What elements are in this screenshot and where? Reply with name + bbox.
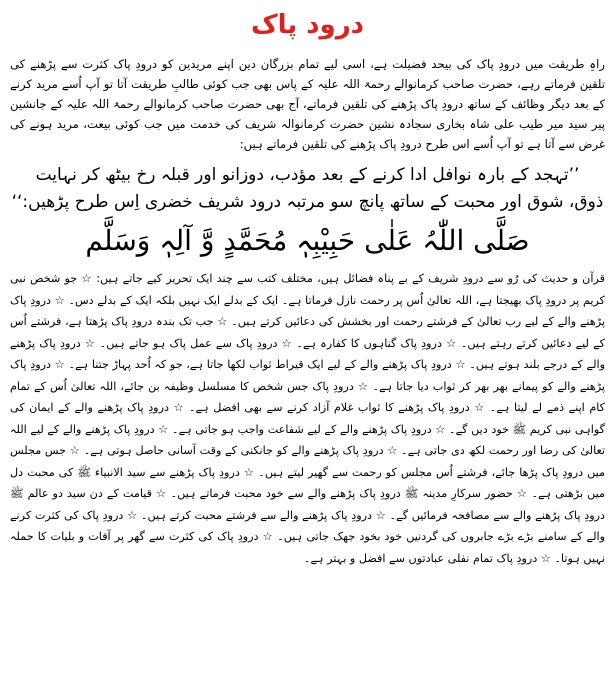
quote-line-1: ’’تہجد کے بارہ نوافل ادا کرنے کے بعد مؤدب، دوزانو اور قبلہ رخ بیٹھ کر نہایت <box>35 165 580 185</box>
instruction-quote <box>10 162 605 216</box>
virtues-paragraph: قرآن و حدیث کی رُو سے درودِ شریف کے بے پناہ فضائل ہیں، مختلف کتب سے چند ایک تحریر کیے جاتے ہیں: ☆ جو شخص نبی کریم پر درودِ پاک بھیجتا ہے، اللہ تعالیٰ اُس پر رحمت نازل فرماتا ہے۔ ایک کے بدلے ایک نہیں بلکہ ایک کے بدلے دس۔ ☆ درودِ پاک پڑھنے والے کے لیے رب تعالیٰ کے فرشتے رحمت اور بخشش کی دعائیں کرتے ہیں۔ ☆ جب تک بندہ درودِ پاک پڑھتا ہے، فرشتے اُس کے لیے دعائیں کرتے رہتے ہیں۔ ☆ درودِ پاک گناہوں کا کفارہ ہے۔ ☆ درودِ پاک سے عمل پاک ہو جاتے ہیں۔ ☆ درودِ پاک پڑھنے والے کے درجے بلند ہوتے ہیں۔ ☆ درودِ پاک پڑھنے والے کے لیے ایک قیراط ثواب لکھا جاتا ہے، جو کہ اُحد پہاڑ جتنا ہے۔ ☆ درودِ پاک پڑھنے والے کو پیمانے بھر بھر کر ثواب دیا جاتا ہے۔ ☆ درودِ پاک جس شخص کا مسلسل وظیفہ بن جائے، اللہ تعالیٰ اُس کے تمام کام اپنے ذمے لے لیتا ہے۔ ☆ درودِ پاک پڑھنے کا ثواب غلام آزاد کرنے سے بھی افضل ہے۔ ☆ درودِ پاک پڑھنے والے کے ایمان کی گواہی نبی کریم ﷺ خود دیں گے۔ ☆ درودِ پاک پڑھنے والے کے لیے شفاعت واجب ہو جاتی ہے۔ ☆ درودِ پاک پڑھنے والے کے لیے اللہ تعالیٰ کی رضا اور رحمت لکھ دی جاتی ہے۔ ☆ درودِ پاک پڑھنے والے کو جانکنی کے وقت آسانی حاصل ہوتی ہے۔ ☆ جس مجلس میں درودِ پاک پڑھا جائے، فرشتے اُس مجلس کو رحمت سے گھیر لیتے ہیں۔ ☆ درودِ پاک پڑھنے سے سید الانبیاء ﷺ کی محبت دل میں بڑھتی ہے۔ ☆ حضور سرکارِ مدینہ ﷺ درودِ پاک پڑھنے والے سے خود محبت فرماتے ہیں۔ ☆ قیامت کے دن سید دو عالم ﷺ درودِ پاک پڑھنے والے سے مصافحہ فرمائیں گے۔ ☆ درودِ پاک پڑھنے والے سے فرشتے محبت کرتے ہیں۔ ☆ درودِ پاک کی کثرت کرنے والے کے سامنے بڑے بڑے جابروں کی گردنیں خود بخود جھک جاتی ہیں۔ ☆ درودِ پاک کی کثرت سے گھر پر آفات و بلیات کا حملہ نہیں ہوتا۔ ☆ درودِ پاک تمام نفلی عبادتوں سے افضل و بہتر ہے۔ <box>10 272 605 565</box>
intro-paragraph: راہِ طریقت میں درودِ پاک کی بیحد فضیلت ہے، اسی لیے تمام بزرگان دین اپنے مریدین کو درودِ پاک کثرت سے پڑھنے کی تلقین فرماتے رہے، حضرت صاحب کرمانوالے رحمۃ اللہ علیہ کے پاس بھی جب کوئی طالبِ طریقت آتا تو آپ اُسے مرید کرنے کے بعد دیگر وظائف کے ساتھ درودِ پاک پڑھنے کی تلقین فرماتے، آج بھی حضرت صاحب کرمانوالے رحمۃ اللہ علیہ کے جانشین پیر سید میر طیب علی شاہ بخاری سجادہ نشین حضرت کرمانوالہ شریف کی خدمت میں جب کوئی بیعت، مرید ہونے کی غرض سے آتا ہے تو آپ اُسے اس طرح درودِ پاک پڑھنے کی تلقین فرماتے ہیں: <box>10 57 605 151</box>
quote-line-2: ذوق، شوق اور محبت کے ساتھ پانچ سو مرتبہ درود شریف خضری اِس طرح پڑھیں:‘‘ <box>11 192 604 212</box>
darood-khizri-text: صَلَّی اللّٰہُ عَلٰی حَبِیْبِہٖ مُحَمَّدٍ وَّ آلِہٖ وَسَلَّم <box>85 224 530 257</box>
page-title: درود پاک <box>250 10 364 40</box>
